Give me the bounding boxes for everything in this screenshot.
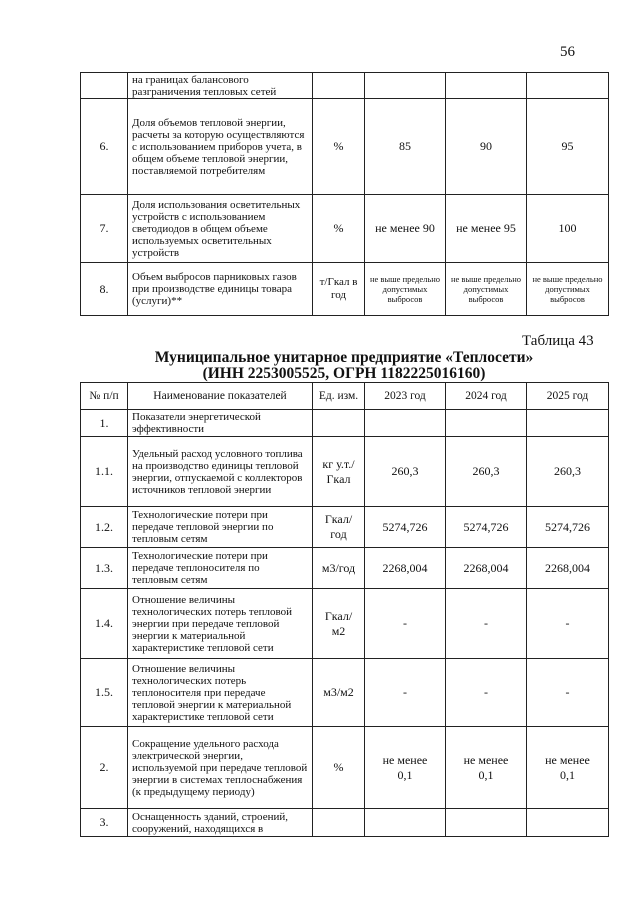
value-2024 bbox=[446, 73, 527, 99]
indicator-name: Сокращение удельного расхода электрической энергии, используемой при передаче тепловой энергии в системах теплоснабжения (к предыдущему периоду) bbox=[128, 727, 313, 809]
table-row bbox=[81, 809, 609, 837]
value-2024 bbox=[446, 809, 527, 837]
value-2024 bbox=[446, 410, 527, 437]
unit-cell: % bbox=[313, 99, 365, 195]
table-continued bbox=[80, 72, 609, 316]
indicator-name: Отношение величины технологических потерь тепловой энергии при передаче тепловой энергии к материальной характеристике тепловой сети bbox=[128, 589, 313, 659]
unit-cell: % bbox=[313, 727, 365, 809]
row-number: 1.1. bbox=[81, 437, 128, 507]
row-number: 1.5. bbox=[81, 659, 128, 727]
value-2024: не менее 0,1 bbox=[446, 727, 527, 809]
value-2024: - bbox=[446, 659, 527, 727]
header-2023: 2023 год bbox=[365, 383, 446, 410]
table-title-line1: Муниципальное унитарное предприятие «Теплосети» bbox=[154, 349, 534, 366]
table-row bbox=[81, 548, 609, 589]
value-2024: не выше предельно допустимых выбросов bbox=[446, 263, 527, 316]
row-number: 7. bbox=[81, 195, 128, 263]
header-name: Наименование показателей bbox=[128, 383, 313, 410]
unit-cell: % bbox=[313, 195, 365, 263]
header-2025: 2025 год bbox=[527, 383, 609, 410]
table-row bbox=[81, 727, 609, 809]
value-2025 bbox=[527, 809, 609, 837]
row-number: 1.3. bbox=[81, 548, 128, 589]
unit-cell bbox=[313, 809, 365, 837]
value-2023: не выше предельно допустимых выбросов bbox=[365, 263, 446, 316]
value-2023: 85 bbox=[365, 99, 446, 195]
page-number: 56 bbox=[560, 44, 575, 60]
header-unit: Ед. изм. bbox=[313, 383, 365, 410]
value-2024: 2268,004 bbox=[446, 548, 527, 589]
table-row bbox=[81, 73, 609, 99]
indicator-name: Показатели энергетической эффективности bbox=[128, 410, 313, 437]
indicator-name: Удельный расход условного топлива на производство единицы тепловой энергии, отпускаемой с коллекторов источников тепловой энергии bbox=[128, 437, 313, 507]
value-2025: - bbox=[527, 659, 609, 727]
value-2023 bbox=[365, 809, 446, 837]
value-2024: - bbox=[446, 589, 527, 659]
value-2023 bbox=[365, 73, 446, 99]
unit-cell: м3/год bbox=[313, 548, 365, 589]
value-2024: не менее 95 bbox=[446, 195, 527, 263]
indicator-name: Доля объемов тепловой энергии, расчеты за которую осуществляются с использованием приборов учета, в общем объеме тепловой энергии, поставляемой потребителям bbox=[128, 99, 313, 195]
value-2025: не менее 0,1 bbox=[527, 727, 609, 809]
row-number: 3. bbox=[81, 809, 128, 837]
value-2025 bbox=[527, 73, 609, 99]
indicator-name: на границах балансового разграничения тепловых сетей bbox=[128, 73, 313, 99]
value-2025: 2268,004 bbox=[527, 548, 609, 589]
indicator-name: Доля использования осветительных устройств с использованием светодиодов в общем объеме используемых осветительных устройств bbox=[128, 195, 313, 263]
value-2025: не выше предельно допустимых выбросов bbox=[527, 263, 609, 316]
table-title-line2: (ИНН 2253005525, ОГРН 1182225016160) bbox=[202, 365, 486, 382]
value-2023 bbox=[365, 410, 446, 437]
unit-cell: м3/м2 bbox=[313, 659, 365, 727]
row-number: 1.2. bbox=[81, 507, 128, 548]
row-number bbox=[81, 73, 128, 99]
value-2023: не менее 90 bbox=[365, 195, 446, 263]
indicator-name: Объем выбросов парниковых газов при производстве единицы товара (услуги)** bbox=[128, 263, 313, 316]
table-row bbox=[81, 507, 609, 548]
table-caption: Таблица 43 bbox=[522, 333, 594, 349]
indicator-name: Технологические потери при передаче теплоносителя по тепловым сетям bbox=[128, 548, 313, 589]
table-row bbox=[81, 659, 609, 727]
unit-cell bbox=[313, 73, 365, 99]
value-2024: 260,3 bbox=[446, 437, 527, 507]
row-number: 6. bbox=[81, 99, 128, 195]
indicator-name: Оснащенность зданий, строений, сооружений, находящихся в bbox=[128, 809, 313, 837]
value-2025: - bbox=[527, 589, 609, 659]
value-2024: 90 bbox=[446, 99, 527, 195]
unit-cell bbox=[313, 410, 365, 437]
table-row bbox=[81, 195, 609, 263]
unit-cell: Гкал/ год bbox=[313, 507, 365, 548]
table-43 bbox=[80, 382, 609, 837]
unit-cell: Гкал/ м2 bbox=[313, 589, 365, 659]
table-row bbox=[81, 589, 609, 659]
value-2023: - bbox=[365, 659, 446, 727]
indicator-name: Технологические потери при передаче тепловой энергии по тепловым сетям bbox=[128, 507, 313, 548]
row-number: 2. bbox=[81, 727, 128, 809]
value-2025: 260,3 bbox=[527, 437, 609, 507]
unit-cell: кг у.т./ Гкал bbox=[313, 437, 365, 507]
indicator-name: Отношение величины технологических потерь теплоносителя при передаче тепловой энергии к материальной характеристике тепловой сети bbox=[128, 659, 313, 727]
value-2023: 260,3 bbox=[365, 437, 446, 507]
table-row bbox=[81, 99, 609, 195]
value-2023: не менее 0,1 bbox=[365, 727, 446, 809]
table-header-row bbox=[81, 383, 609, 410]
unit-cell: т/Гкал в год bbox=[313, 263, 365, 316]
row-number: 1. bbox=[81, 410, 128, 437]
table-row bbox=[81, 263, 609, 316]
row-number: 8. bbox=[81, 263, 128, 316]
row-number: 1.4. bbox=[81, 589, 128, 659]
value-2024: 5274,726 bbox=[446, 507, 527, 548]
value-2025: 100 bbox=[527, 195, 609, 263]
table-row bbox=[81, 410, 609, 437]
value-2023: - bbox=[365, 589, 446, 659]
value-2025: 95 bbox=[527, 99, 609, 195]
header-num: № п/п bbox=[81, 383, 128, 410]
value-2023: 5274,726 bbox=[365, 507, 446, 548]
value-2025: 5274,726 bbox=[527, 507, 609, 548]
value-2025 bbox=[527, 410, 609, 437]
table-row bbox=[81, 437, 609, 507]
header-2024: 2024 год bbox=[446, 383, 527, 410]
value-2023: 2268,004 bbox=[365, 548, 446, 589]
